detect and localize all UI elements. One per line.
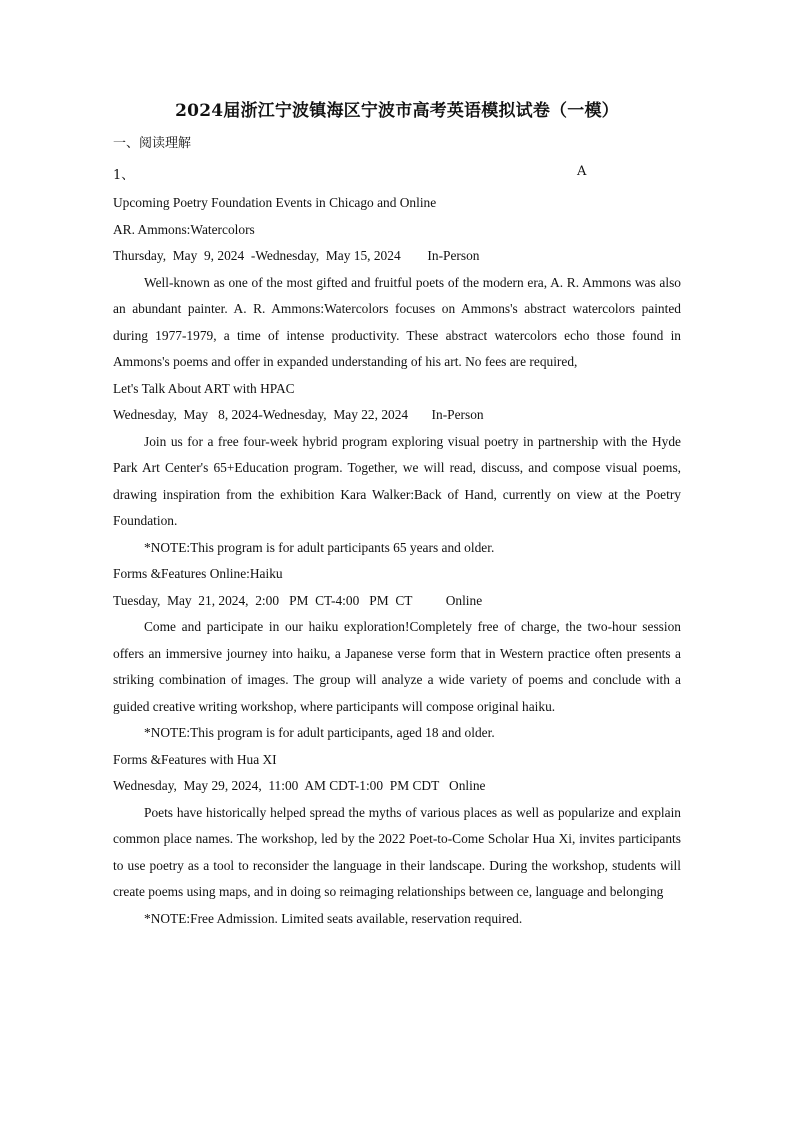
- event-4-note: *NOTE:Free Admission. Limited seats available, reservation required.: [144, 910, 523, 926]
- event-2-name: Let's Talk About ART with HPAC: [113, 380, 295, 396]
- event-2-when: Wednesday, May 8, 2024-Wednesday, May 22, 2024 In-Person: [113, 407, 484, 422]
- passage-body: [113, 190, 681, 932]
- event-4-when: Wednesday, May 29, 2024, 11:00 AM CDT-1:00 PM CDT Online: [113, 778, 486, 793]
- event-3-when: Tuesday, May 21, 2024, 2:00 PM CT-4:00 PM CT Online: [113, 592, 483, 608]
- event-4-name: Forms &Features with Hua XI: [113, 751, 277, 767]
- event-4-description: Poets have historically helped spread the myths of various places as well as popularize and explain common place names. The workshop, led by the 2022 Poet-to-Come Scholar Hua Xi, invites participants to use poetry as a tool to reconsider the language in their landscape. During the workshop, students will create poems using maps, and in doing so reimaging relationships between ce, language and belonging: [113, 804, 681, 899]
- event-2-note: *NOTE:This program is for adult participants 65 years and older.: [144, 539, 495, 555]
- question-number: 1、: [113, 168, 135, 183]
- event-3-note: *NOTE:This program is for adult participants, aged 18 and older.: [144, 725, 495, 740]
- event-1-description: Well-known as one of the most gifted and fruitful poets of the modern era, A. R. Ammons was also an abundant painter. A. R. Ammons:Watercolors focuses on Ammons's abstract watercolors painted during 1977-1979, a time of intense productivity. These abstract watercolors echo those found in Ammons's poems and offer in expanded understanding of his art. No fees are required,: [113, 274, 681, 369]
- section-heading: 一、阅读理解: [113, 136, 192, 151]
- page-title: 2024届浙江宁波镇海区宁波市高考英语模拟试卷（一模）: [175, 101, 619, 121]
- event-2-description: Join us for a free four-week hybrid program exploring visual poetry in partnership with the Hyde Park Art Center's 65+Education program. Together, we will read, discuss, and compose visual poems, drawing inspiration from the exhibition Kara Walker:Back of Hand, currently on view at the Poetry Foundation.: [113, 433, 681, 528]
- event-3-description: Come and participate in our haiku exploration!Completely free of charge, the two-hour session offers an immersive journey into haiku, a Japanese verse form that in Western practice often presents a striking combination of images. The group will analyze a wide variety of poems and conclude with a guided creative writing workshop, where participants will compose original haiku.: [113, 619, 681, 714]
- event-1-when: Thursday, May 9, 2024 -Wednesday, May 15, 2024 In-Person: [113, 248, 480, 263]
- passage-letter: A: [577, 164, 587, 179]
- passage-intro: Upcoming Poetry Foundation Events in Chicago and Online: [113, 195, 437, 210]
- event-1-name: AR. Ammons:Watercolors: [113, 221, 255, 237]
- event-3-name: Forms &Features Online:Haiku: [113, 566, 283, 581]
